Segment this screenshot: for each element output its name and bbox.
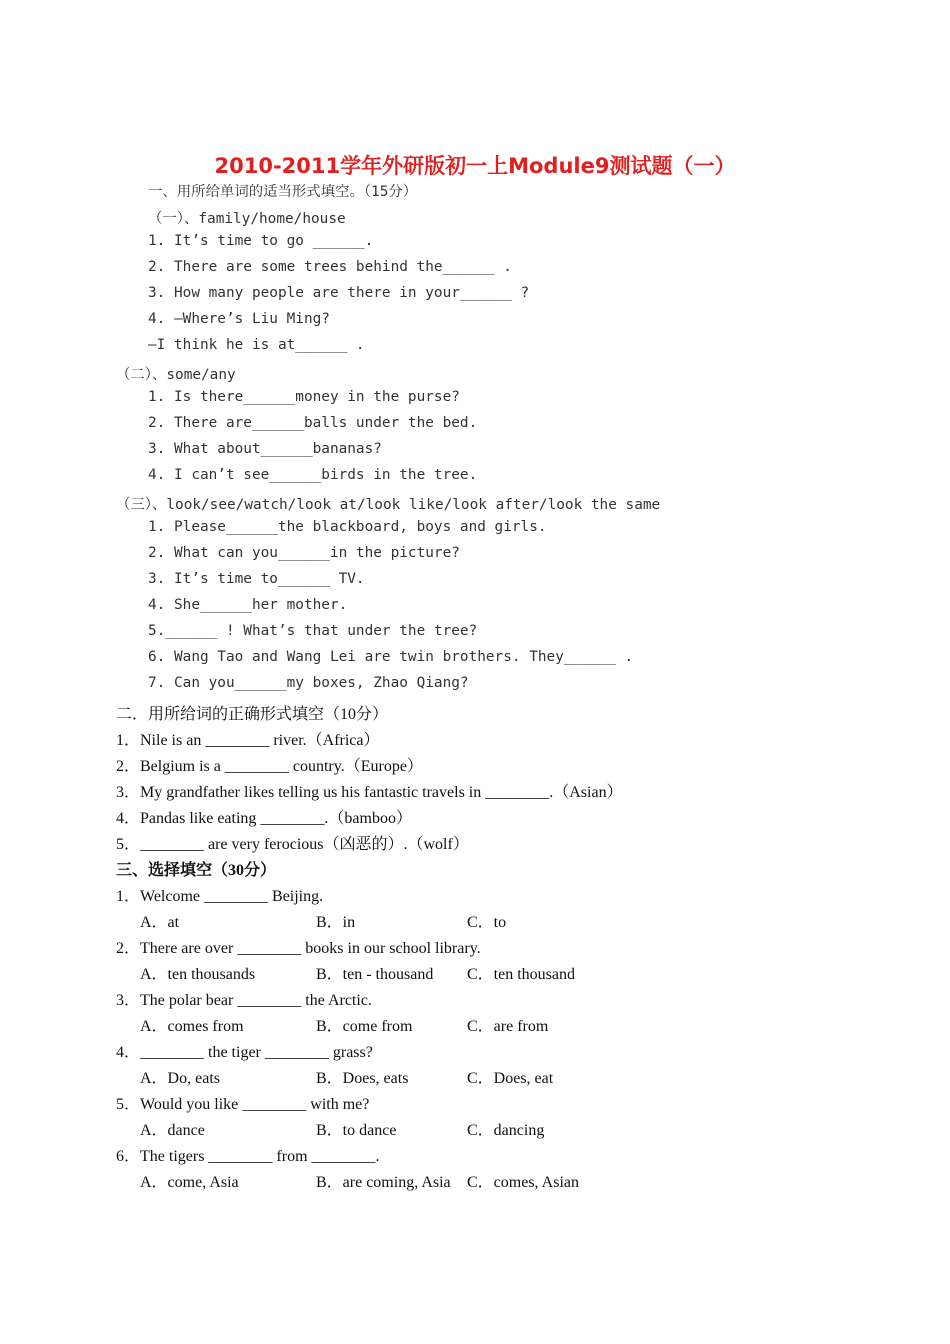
group-c-item: 1. Please______the blackboard, boys and girls. xyxy=(148,519,547,535)
page-title: 2010-2011学年外研版初一上Module9测试题（一） xyxy=(214,154,736,178)
group-a-label: （一）、family/home/house xyxy=(148,211,346,227)
group-b-label: （二）、some/any xyxy=(116,367,236,383)
group-a-item: 2. There are some trees behind the______ . xyxy=(148,259,512,275)
part-2-item: 2．Belgium is a ________ country.（Europe） xyxy=(116,758,423,775)
group-b-item: 1. Is there______money in the purse? xyxy=(148,389,460,405)
group-a-item: 4. —Where’s Liu Ming? xyxy=(148,311,330,327)
group-c-item: 5.______ ! What’s that under the tree? xyxy=(148,623,478,639)
group-b-item: 4. I can’t see______birds in the tree. xyxy=(148,467,478,483)
question-text: 1．Welcome ________ Beijing. xyxy=(116,888,324,905)
option-b: B．ten - thousand xyxy=(316,966,434,983)
option-a: A．come, Asia xyxy=(140,1174,239,1191)
option-c: C．comes, Asian xyxy=(467,1174,579,1191)
option-c: C．ten thousand xyxy=(467,966,575,983)
option-c: C．to xyxy=(467,914,507,931)
option-a: A．Do, eats xyxy=(140,1070,220,1087)
group-c-item: 7. Can you______my boxes, Zhao Qiang? xyxy=(148,675,469,691)
group-b-item: 2. There are______balls under the bed. xyxy=(148,415,478,431)
group-c-item: 4. She______her mother. xyxy=(148,597,348,613)
option-c: C．are from xyxy=(467,1018,549,1035)
option-b: B．to dance xyxy=(316,1122,397,1139)
option-b: B．are coming, Asia xyxy=(316,1174,451,1191)
group-c-label: （三）、look/see/watch/look at/look like/look after/look the same xyxy=(116,497,661,513)
option-b: B．in xyxy=(316,914,356,931)
group-c-item: 6. Wang Tao and Wang Lei are twin brothers. They______ . xyxy=(148,649,634,665)
option-c: C．dancing xyxy=(467,1122,545,1139)
question-text: 3．The polar bear ________ the Arctic. xyxy=(116,992,372,1009)
question-text: 5．Would you like ________ with me? xyxy=(116,1096,370,1113)
part-2-item: 1．Nile is an ________ river.（Africa） xyxy=(116,732,380,749)
option-c: C．Does, eat xyxy=(467,1070,554,1087)
group-c-item: 2. What can you______in the picture? xyxy=(148,545,460,561)
option-a: A．dance xyxy=(140,1122,205,1139)
question-text: 2．There are over ________ books in our school library. xyxy=(116,940,481,957)
section-1-heading: 一、用所给单词的适当形式填空。（15分） xyxy=(148,184,418,200)
part-2-item: 3．My grandfather likes telling us his fantastic travels in ________.（Asian） xyxy=(116,784,623,801)
option-a: A．at xyxy=(140,914,180,931)
part-2-item: 4．Pandas like eating ________.（bamboo） xyxy=(116,810,412,827)
group-c-item: 3. It’s time to______ TV. xyxy=(148,571,365,587)
option-b: B．Does, eats xyxy=(316,1070,409,1087)
section-3-heading: 三、选择填空（30分） xyxy=(116,862,277,879)
part-2-item: 5．________ are very ferocious（凶恶的）.（wolf） xyxy=(116,836,469,853)
group-a-item: 3. How many people are there in your______ ? xyxy=(148,285,530,301)
option-a: A．comes from xyxy=(140,1018,244,1035)
question-text: 4．________ the tiger ________ grass? xyxy=(116,1044,373,1061)
group-a-item: 1. It’s time to go ______. xyxy=(148,233,374,249)
group-b-item: 3. What about______bananas? xyxy=(148,441,382,457)
group-a-item: —I think he is at______ . xyxy=(148,337,365,353)
section-2-heading: 二．用所给词的正确形式填空（10分） xyxy=(116,706,389,723)
option-a: A．ten thousands xyxy=(140,966,256,983)
option-b: B．come from xyxy=(316,1018,413,1035)
question-text: 6．The tigers ________ from ________. xyxy=(116,1148,380,1165)
